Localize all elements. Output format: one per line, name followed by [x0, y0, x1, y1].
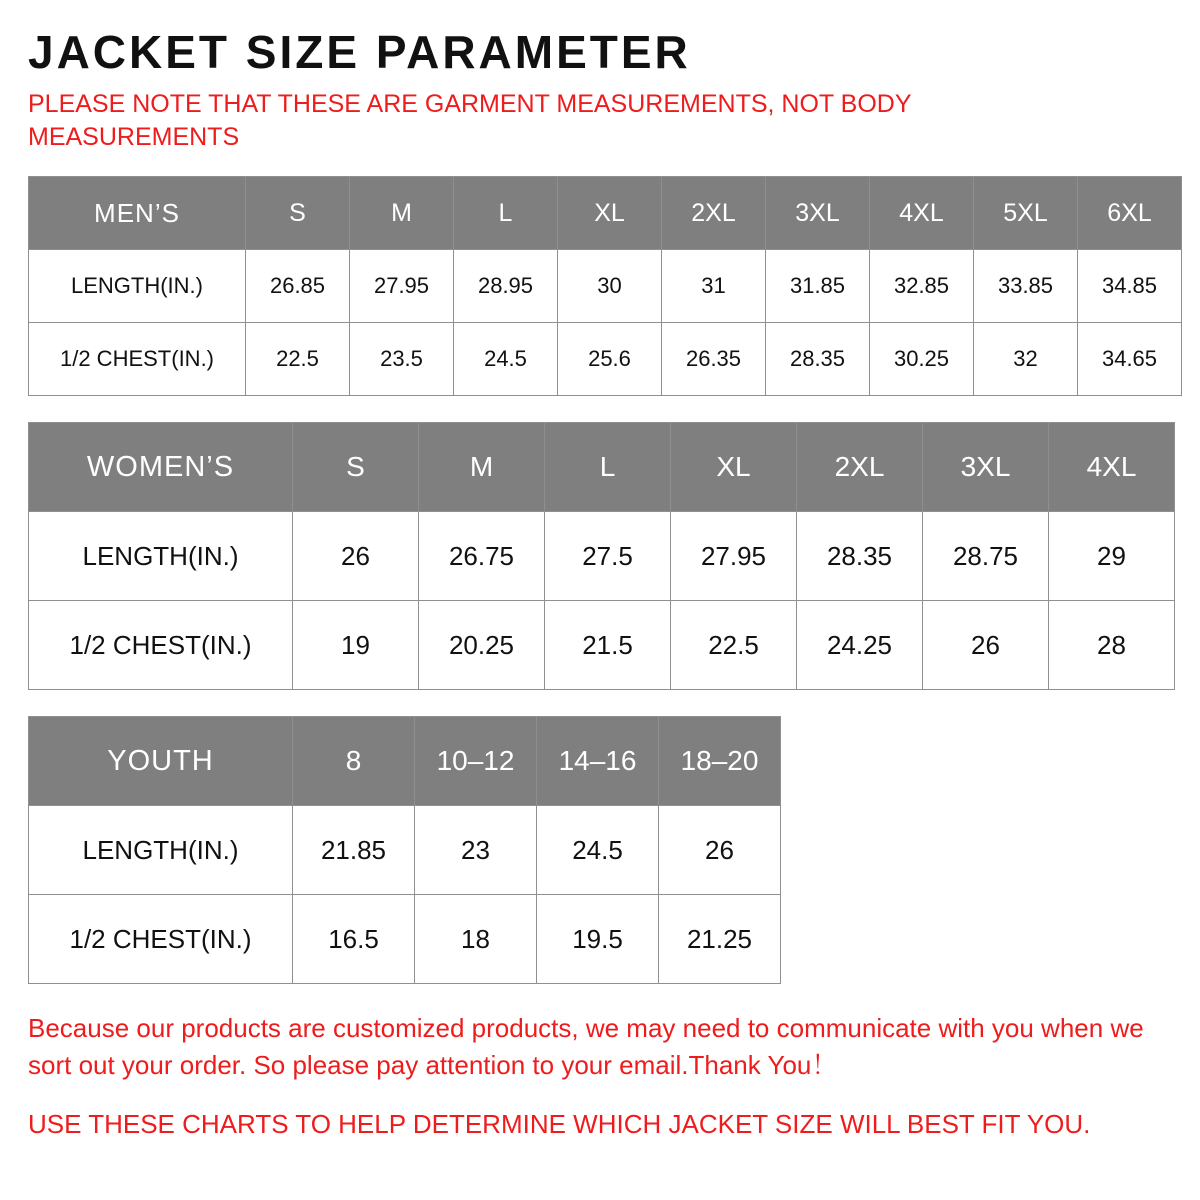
- mens-size-header: S: [246, 177, 350, 250]
- womens-length-value: 26.75: [419, 512, 545, 601]
- mens-length-value: 26.85: [246, 250, 350, 323]
- youth-row-label: 1/2 CHEST(IN.): [29, 895, 293, 984]
- table-row: [29, 806, 781, 895]
- youth-size-header: 10–12: [415, 717, 537, 806]
- mens-chest-value: 22.5: [246, 323, 350, 396]
- table-row: [29, 601, 1175, 690]
- mens-size-header: 5XL: [974, 177, 1078, 250]
- mens-chest-value: 28.35: [766, 323, 870, 396]
- mens-row-label: 1/2 CHEST(IN.): [29, 323, 246, 396]
- womens-length-value: 28.35: [797, 512, 923, 601]
- table-row: [29, 250, 1182, 323]
- womens-size-header: 4XL: [1049, 423, 1175, 512]
- mens-chest-value: 34.65: [1078, 323, 1182, 396]
- womens-size-header: M: [419, 423, 545, 512]
- womens-chest-value: 21.5: [545, 601, 671, 690]
- mens-size-header: XL: [558, 177, 662, 250]
- mens-row-label: LENGTH(IN.): [29, 250, 246, 323]
- youth-size-header: 14–16: [537, 717, 659, 806]
- mens-size-header: M: [350, 177, 454, 250]
- table-row: [29, 895, 781, 984]
- mens-size-header: 3XL: [766, 177, 870, 250]
- youth-length-value: 26: [659, 806, 781, 895]
- womens-length-value: 28.75: [923, 512, 1049, 601]
- womens-row-label: LENGTH(IN.): [29, 512, 293, 601]
- youth-chest-value: 18: [415, 895, 537, 984]
- womens-chest-value: 22.5: [671, 601, 797, 690]
- youth-size-header: 18–20: [659, 717, 781, 806]
- table-header-row: [29, 717, 781, 806]
- womens-row-label: 1/2 CHEST(IN.): [29, 601, 293, 690]
- chart-usage-notice: USE THESE CHARTS TO HELP DETERMINE WHICH JACKET SIZE WILL BEST FIT YOU.: [28, 1109, 1091, 1140]
- mens-size-table: [28, 176, 1182, 396]
- mens-length-value: 34.85: [1078, 250, 1182, 323]
- youth-chest-value: 19.5: [537, 895, 659, 984]
- youth-chest-value: 21.25: [659, 895, 781, 984]
- table-header-row: [29, 177, 1182, 250]
- womens-length-value: 27.95: [671, 512, 797, 601]
- youth-size-table: [28, 716, 781, 984]
- measurement-note: PLEASE NOTE THAT THESE ARE GARMENT MEASUREMENTS, NOT BODY MEASUREMENTS: [28, 90, 912, 152]
- womens-length-value: 27.5: [545, 512, 671, 601]
- youth-chest-value: 16.5: [293, 895, 415, 984]
- womens-chest-value: 19: [293, 601, 419, 690]
- mens-chest-value: 24.5: [454, 323, 558, 396]
- womens-size-header: 3XL: [923, 423, 1049, 512]
- mens-size-header: L: [454, 177, 558, 250]
- customization-notice: Because our products are customized products, we may need to communicate with you when we sort out your order. So please pay attention to your email.Thank You！: [28, 1013, 1144, 1081]
- mens-length-value: 30: [558, 250, 662, 323]
- womens-chest-value: 26: [923, 601, 1049, 690]
- table-header-row: [29, 423, 1175, 512]
- youth-category-label: YOUTH: [29, 717, 293, 806]
- youth-length-value: 23: [415, 806, 537, 895]
- mens-length-value: 33.85: [974, 250, 1078, 323]
- page-title: JACKET SIZE PARAMETER: [28, 26, 691, 78]
- womens-length-value: 29: [1049, 512, 1175, 601]
- mens-length-value: 31: [662, 250, 766, 323]
- womens-category-label: WOMEN’S: [29, 423, 293, 512]
- mens-length-value: 28.95: [454, 250, 558, 323]
- mens-size-header: 4XL: [870, 177, 974, 250]
- youth-length-value: 21.85: [293, 806, 415, 895]
- womens-size-table: [28, 422, 1175, 690]
- mens-category-label: MEN’S: [29, 177, 246, 250]
- womens-size-header: S: [293, 423, 419, 512]
- womens-size-header: 2XL: [797, 423, 923, 512]
- youth-size-header: 8: [293, 717, 415, 806]
- mens-chest-value: 26.35: [662, 323, 766, 396]
- mens-chest-value: 32: [974, 323, 1078, 396]
- mens-length-value: 27.95: [350, 250, 454, 323]
- mens-size-header: 6XL: [1078, 177, 1182, 250]
- mens-size-header: 2XL: [662, 177, 766, 250]
- womens-size-header: L: [545, 423, 671, 512]
- womens-chest-value: 28: [1049, 601, 1175, 690]
- womens-length-value: 26: [293, 512, 419, 601]
- table-row: [29, 512, 1175, 601]
- womens-size-header: XL: [671, 423, 797, 512]
- mens-chest-value: 25.6: [558, 323, 662, 396]
- youth-length-value: 24.5: [537, 806, 659, 895]
- mens-length-value: 32.85: [870, 250, 974, 323]
- mens-chest-value: 23.5: [350, 323, 454, 396]
- mens-chest-value: 30.25: [870, 323, 974, 396]
- youth-row-label: LENGTH(IN.): [29, 806, 293, 895]
- womens-chest-value: 20.25: [419, 601, 545, 690]
- table-row: [29, 323, 1182, 396]
- mens-length-value: 31.85: [766, 250, 870, 323]
- womens-chest-value: 24.25: [797, 601, 923, 690]
